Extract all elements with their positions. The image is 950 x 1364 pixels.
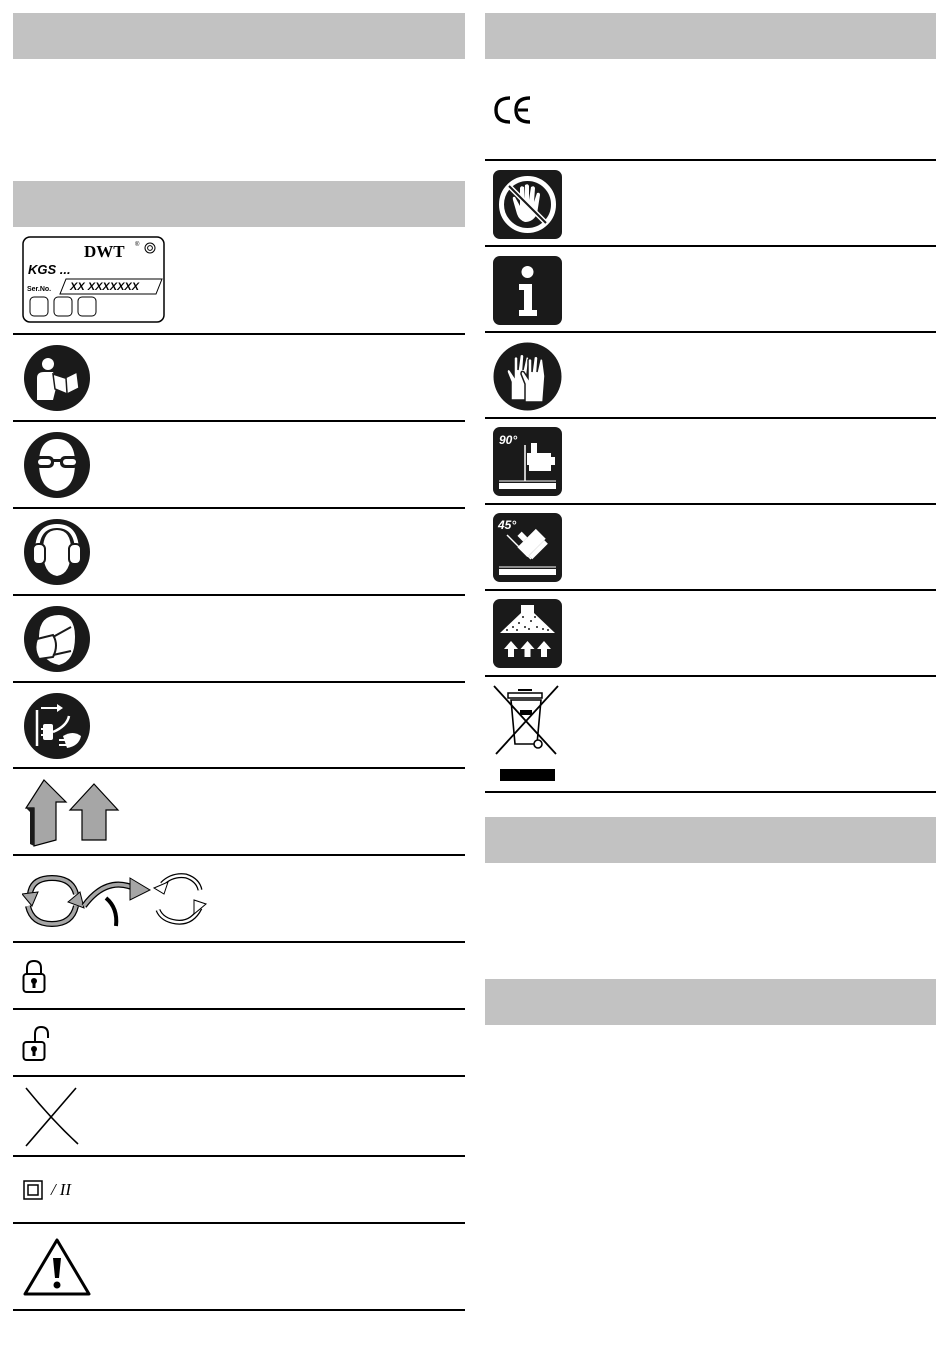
divider — [485, 331, 936, 333]
weee-bin-icon — [490, 684, 566, 784]
divider — [13, 1008, 465, 1010]
section-header-bar — [13, 13, 465, 59]
unplug-icon — [23, 692, 91, 760]
read-manual-icon — [23, 344, 91, 412]
double-insulation-icon — [23, 1180, 43, 1200]
divider — [13, 420, 465, 422]
ear-protection-icon — [23, 518, 91, 586]
svg-text:®: ® — [135, 242, 140, 248]
model-label: KGS ... — [28, 262, 71, 277]
rating-plate-icon — [22, 236, 166, 324]
lock-open-icon — [22, 1024, 50, 1062]
arrow-directions-icon — [22, 778, 122, 848]
divider — [13, 507, 465, 509]
info-icon — [493, 256, 562, 325]
section-header-bar — [485, 13, 936, 59]
warning-icon — [22, 1236, 92, 1298]
divider — [13, 333, 465, 335]
cut-90-icon — [493, 427, 562, 496]
class-ii-icon — [23, 1180, 71, 1200]
class-separator: / — [51, 1180, 56, 1199]
divider — [13, 854, 465, 856]
svg-text:90°: 90° — [499, 433, 518, 447]
ce-mark-icon — [492, 92, 536, 128]
serial-label: Ser.No. — [27, 286, 52, 293]
divider — [13, 1155, 465, 1157]
serial-value: XX XXXXXXX — [70, 281, 140, 293]
brand-label: DWT — [84, 242, 125, 261]
section-header-bar — [13, 181, 465, 227]
gloves-icon — [493, 342, 562, 411]
dust-mask-icon — [23, 605, 91, 673]
divider — [485, 589, 936, 591]
divider — [13, 767, 465, 769]
section-header-bar — [485, 979, 936, 1025]
divider — [13, 1075, 465, 1077]
divider — [485, 159, 936, 161]
section-header-bar — [485, 817, 936, 863]
divider — [13, 941, 465, 943]
divider — [13, 1222, 465, 1224]
class-roman: II — [59, 1180, 72, 1199]
divider — [13, 1309, 465, 1311]
divider — [485, 245, 936, 247]
rotation-directions-icon — [22, 872, 208, 928]
divider — [485, 417, 936, 419]
cross-icon — [22, 1086, 82, 1148]
lock-closed-icon — [22, 958, 46, 994]
divider — [485, 503, 936, 505]
divider — [485, 791, 936, 793]
eye-protection-icon — [23, 431, 91, 499]
dust-extraction-icon — [493, 599, 562, 668]
svg-text:45°: 45° — [498, 518, 517, 532]
divider — [485, 675, 936, 677]
no-hands-icon — [493, 170, 562, 239]
cut-45-icon — [493, 513, 562, 582]
divider — [13, 681, 465, 683]
divider — [13, 594, 465, 596]
